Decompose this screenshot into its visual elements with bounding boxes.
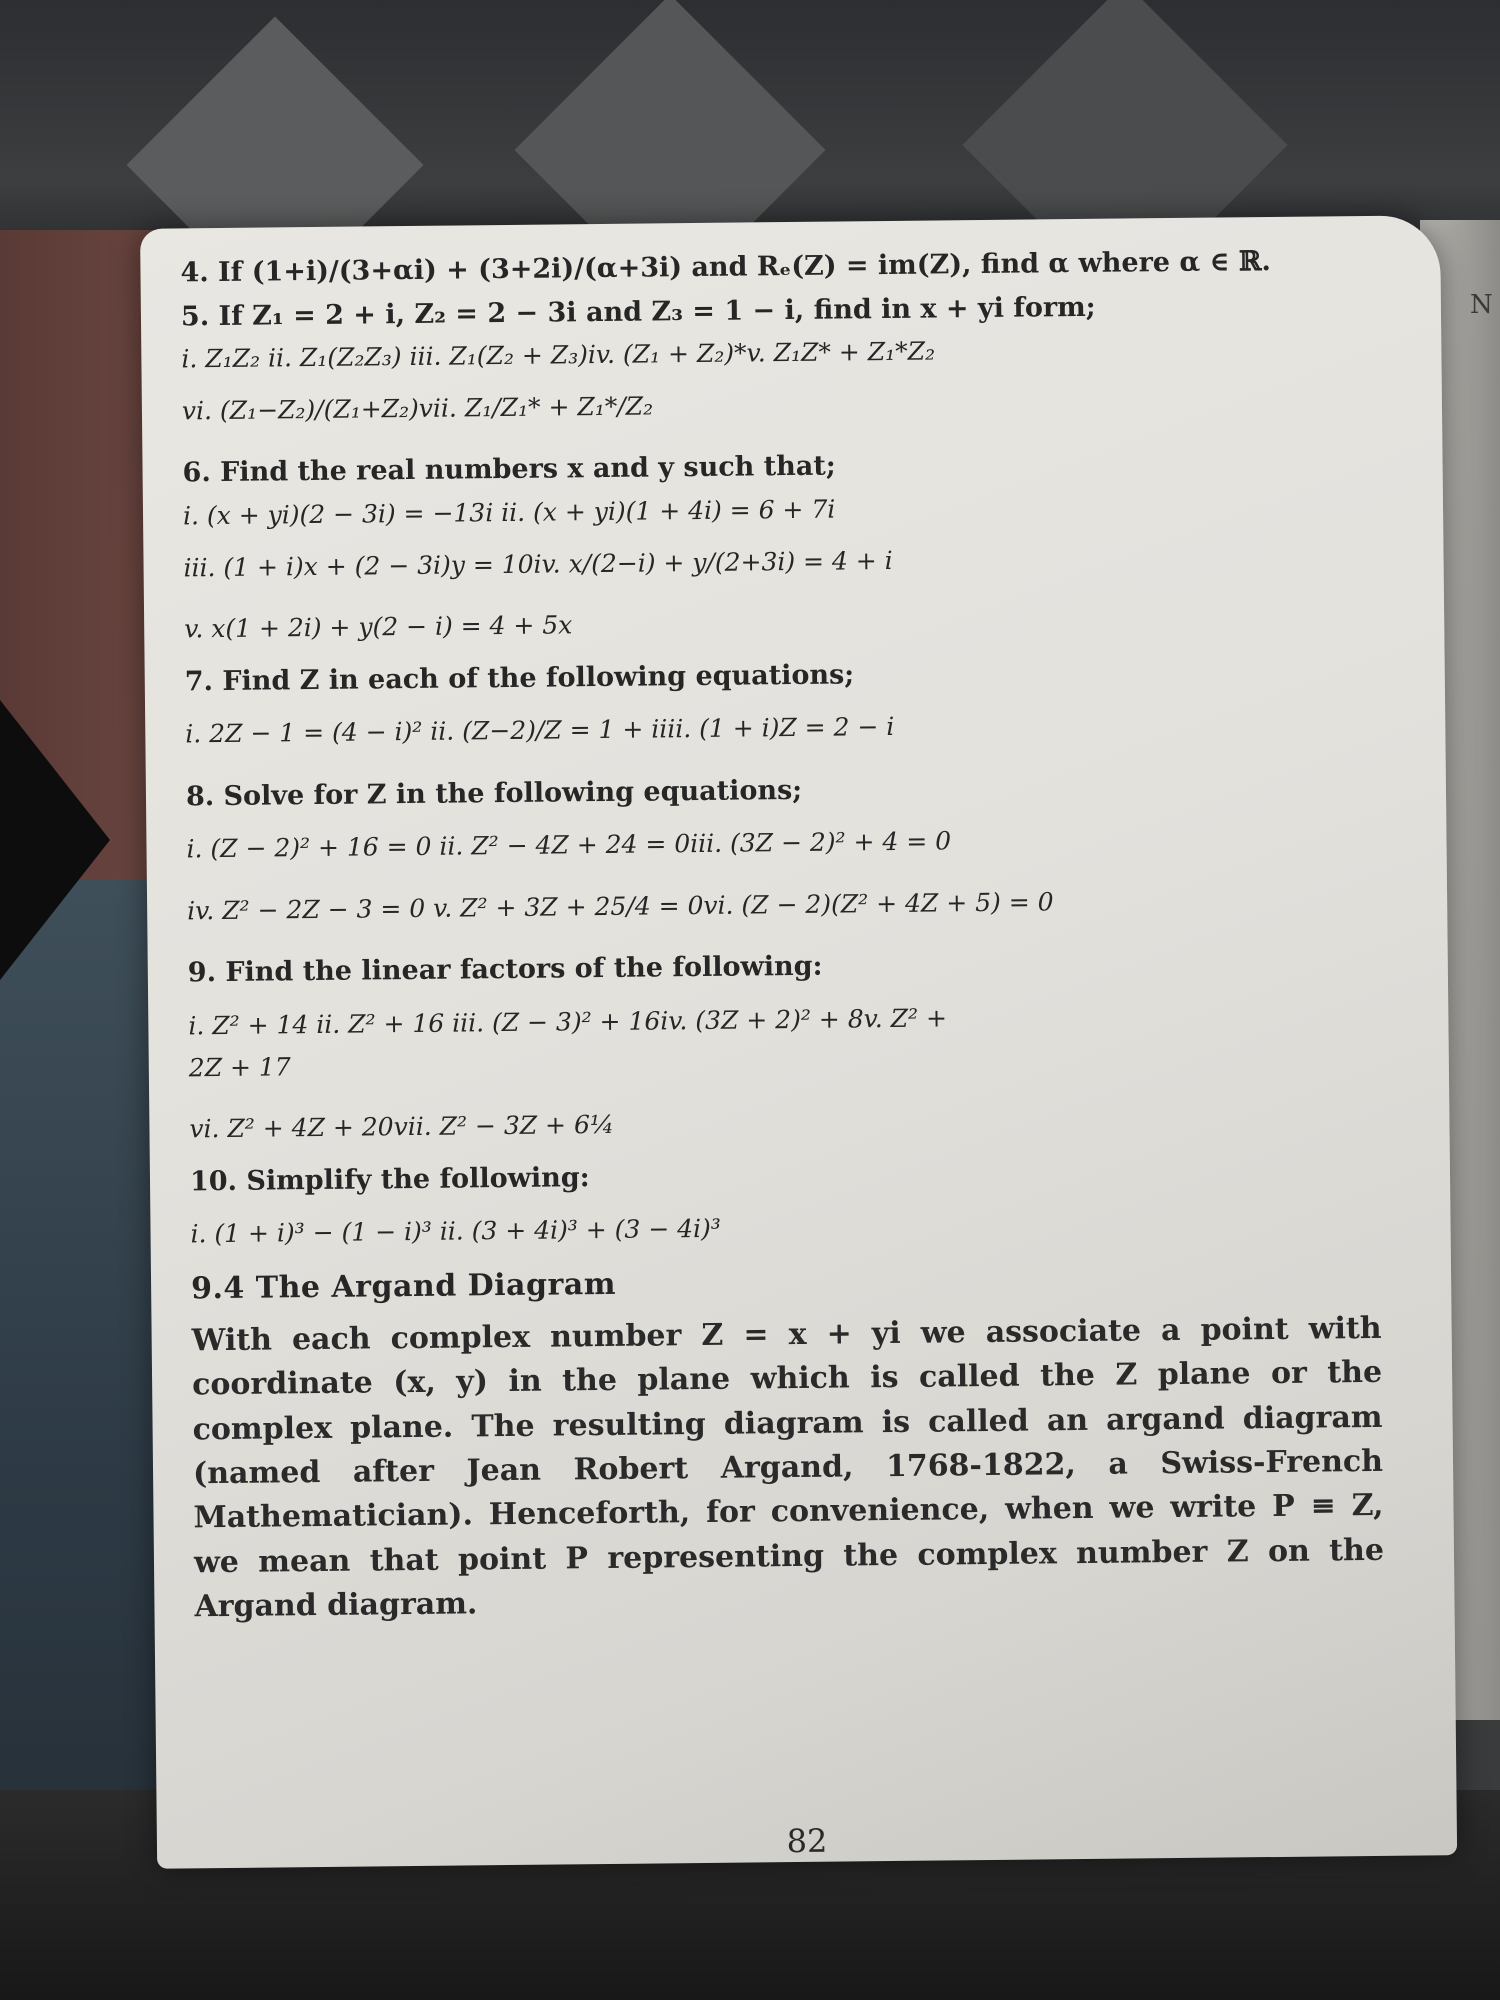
exercise-line: i. (1 + i)³ − (1 − i)³ ii. (3 + 4i)³ + (3 − 4i)³ — [190, 1214, 722, 1249]
background-shard — [0, 700, 110, 980]
exercise-line: 5. If Z₁ = 2 + i, Z₂ = 2 − 3i and Z₃ = 1 − i, find in x + yi form; — [180, 291, 1096, 333]
exercise-heading: 8. Solve for Z in the following equations; — [185, 774, 803, 813]
exercise-line: iv. Z² − 2Z − 3 = 0 v. Z² + 3Z + 25/4 = 0vi. (Z − 2)(Z² + 4Z + 5) = 0 — [187, 887, 1054, 926]
exercise-heading: 6. Find the real numbers x and y such that; — [182, 450, 836, 489]
section-paragraph: With each complex number Z = x + yi we associate a point with coordinate (x, y) in the plane which is called the Z plane or the complex plane. The resulting diagram is called an argand diagram (named after Jean Robert Argand, 1768-1822, a Swiss-French Mathematician). Henceforth, for convenience, when we write P ≡ Z, we mean that point P representing the complex number Z on the Argand diagram. — [191, 1310, 1385, 1625]
exercise-heading: 10. Simplify the following: — [189, 1161, 590, 1197]
section-title: 9.4 The Argand Diagram — [190, 1266, 617, 1307]
exercise-7 — [185, 655, 1366, 749]
exercise-9 — [188, 946, 1370, 1143]
exercise-line: i. Z² + 14 ii. Z² + 16 iii. (Z − 3)² + 16iv. (3Z + 2)² + 8v. Z² + — [188, 1003, 948, 1041]
exercise-line: i. 2Z − 1 = (4 − i)² ii. (Z−2)/Z = 1 + iiii. (1 + i)Z = 2 − i — [185, 712, 895, 749]
exercise-line: i. (Z − 2)² + 16 = 0 ii. Z² − 4Z + 24 = 0iii. (3Z − 2)² + 4 = 0 — [186, 826, 952, 864]
exercise-10 — [190, 1155, 1371, 1249]
book-page — [140, 215, 1457, 1869]
exercise-6 — [182, 446, 1364, 643]
exercise-line: v. x(1 + 2i) + y(2 − i) = 4 + 5x — [184, 610, 573, 644]
exercise-line: i. (x + yi)(2 − 3i) = −13i ii. (x + yi)(1 + 4i) = 6 + 7i — [182, 494, 836, 531]
exercise-8 — [186, 770, 1367, 925]
exercise-line: 2Z + 17 — [188, 1051, 291, 1082]
exercise-line: vi. Z² + 4Z + 20vii. Z² − 3Z + 6¼ — [189, 1110, 615, 1144]
page-content — [180, 245, 1385, 1630]
adjacent-page-letter: N — [1470, 290, 1493, 320]
page-number: 82 — [786, 1821, 828, 1861]
exercise-line: vi. (Z₁−Z₂)/(Z₁+Z₂)vii. Z₁/Z₁* + Z₁*/Z₂ — [181, 391, 654, 426]
exercise-heading: 7. Find Z in each of the following equations; — [184, 658, 855, 697]
exercise-heading: 9. Find the linear factors of the following: — [187, 951, 823, 989]
exercise-line: 4. If (1+i)/(3+αi) + (3+2i)/(α+3i) and Rₑ(Z) = im(Z), find α where α ∈ ℝ. — [180, 245, 1271, 289]
exercise-5 — [181, 290, 1362, 425]
exercise-line: iii. (1 + i)x + (2 − 3i)y = 10iv. x/(2−i) + y/(2+3i) = 4 + i — [183, 545, 893, 582]
exercise-line: i. Z₁Z₂ ii. Z₁(Z₂Z₃) iii. Z₁(Z₂ + Z₃)iv. (Z₁ + Z₂)*v. Z₁Z* + Z₁*Z₂ — [181, 336, 936, 374]
